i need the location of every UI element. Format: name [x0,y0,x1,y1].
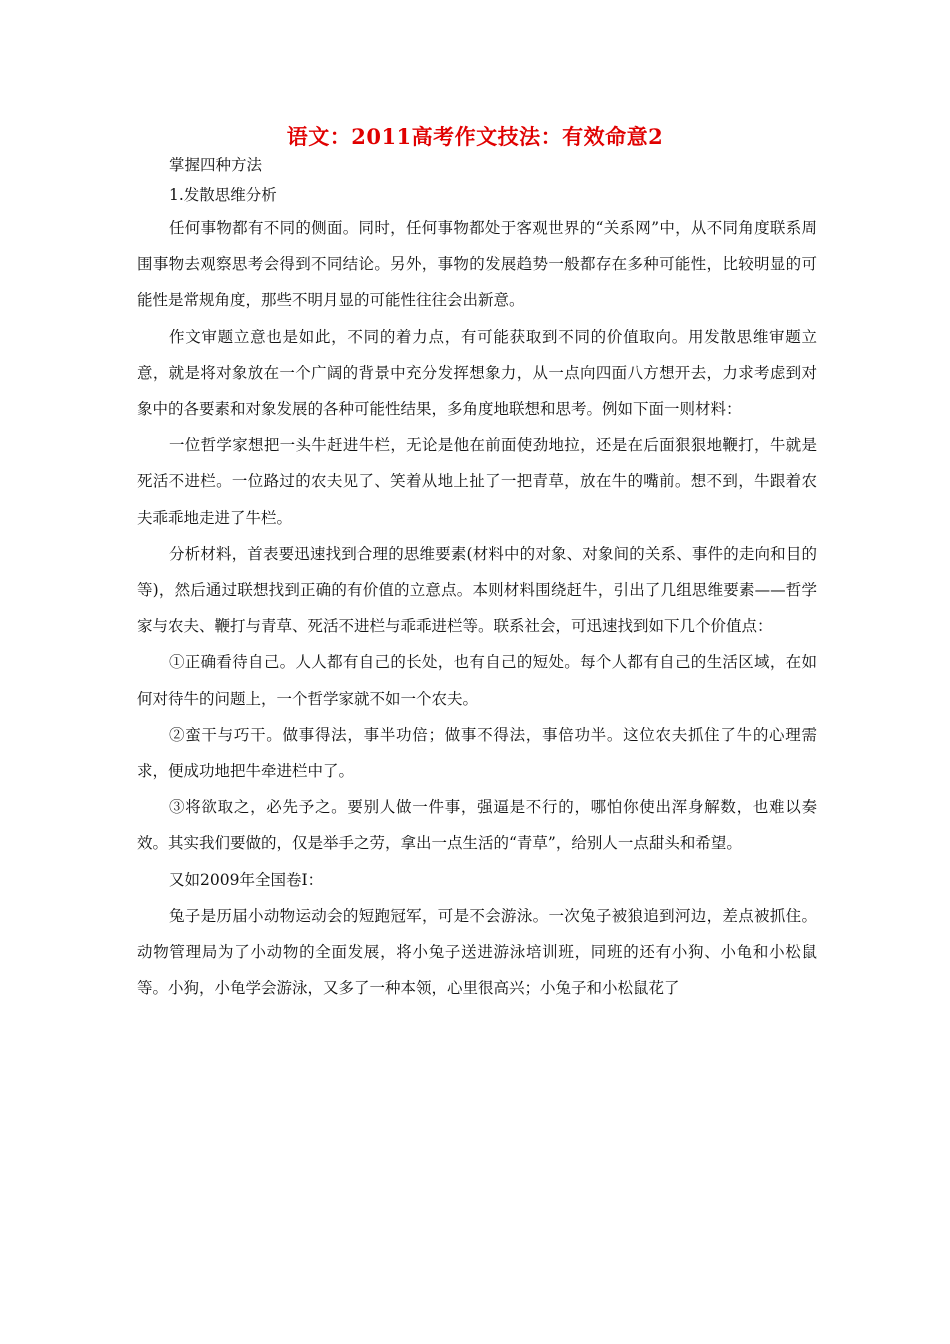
list-item: ②蛮干与巧干。做事得法，事半功倍；做事不得法，事倍功半。这位农夫抓住了牛的心理需求，便成功地把牛牵进栏中了。 [137,725,817,781]
section-heading: 掌握四种方法 [169,156,263,174]
paragraph: 又如2009年全国卷Ⅰ： [169,870,324,889]
paragraph: 分析材料，首表要迅速找到合理的思维要素(材料中的对象、对象间的关系、事件的走向和目的等)，然后通过联想找到正确的有价值的立意点。本则材料围绕赶牛，引出了几组思维要素——哲学家与农夫、鞭打与青草、死活不进栏与乖乖进栏等。联系社会，可迅速找到如下几个价值点： [137,544,817,636]
document-title: 语文：2011高考作文技法：有效命意2 [286,124,664,149]
subsection-heading: 1.发散思维分析 [169,186,277,204]
list-item: ③将欲取之，必先予之。要别人做一件事，强逼是不行的，哪怕你使出浑身解数，也难以奏效。其实我们要做的，仅是举手之劳，拿出一点生活的“青草”，给别人一点甜头和希望。 [137,798,817,853]
paragraph: 作文审题立意也是如此，不同的着力点，有可能获取到不同的价值取向。用发散思维审题立意，就是将对象放在一个广阔的背景中充分发挥想象力，从一点向四面八方想开去，力求考虑到对象中的各要素和对象发展的各种可能性结果，多角度地联想和思考。例如下面一则材料： [137,327,817,419]
paragraph: 一位哲学家想把一头牛赶进牛栏，无论是他在前面使劲地拉，还是在后面狠狠地鞭打，牛就是死活不进栏。一位路过的农夫见了、笑着从地上扯了一把青草，放在牛的嘴前。想不到，牛跟着农夫乖乖地走进了牛栏。 [137,436,817,527]
document-body [137,150,817,1006]
paragraph: 任何事物都有不同的侧面。同时，任何事物都处于客观世界的“关系网”中，从不同角度联系周围事物去观察思考会得到不同结论。另外，事物的发展趋势一般都存在多种可能性，比较明显的可能性是常规角度，那些不明月显的可能性往往会出新意。 [137,219,817,310]
list-item: ①正确看待自己。人人都有自己的长处，也有自己的短处。每个人都有自己的生活区域，在如何对待牛的问题上，一个哲学家就不如一个农夫。 [137,653,817,708]
paragraph: 兔子是历届小动物运动会的短跑冠军，可是不会游泳。一次兔子被狼追到河边，差点被抓住。动物管理局为了小动物的全面发展，将小兔子送进游泳培训班，同班的还有小狗、小龟和小松鼠等。小狗，小龟学会游泳，又多了一种本领，心里很高兴；小兔子和小松鼠花了 [137,906,817,998]
